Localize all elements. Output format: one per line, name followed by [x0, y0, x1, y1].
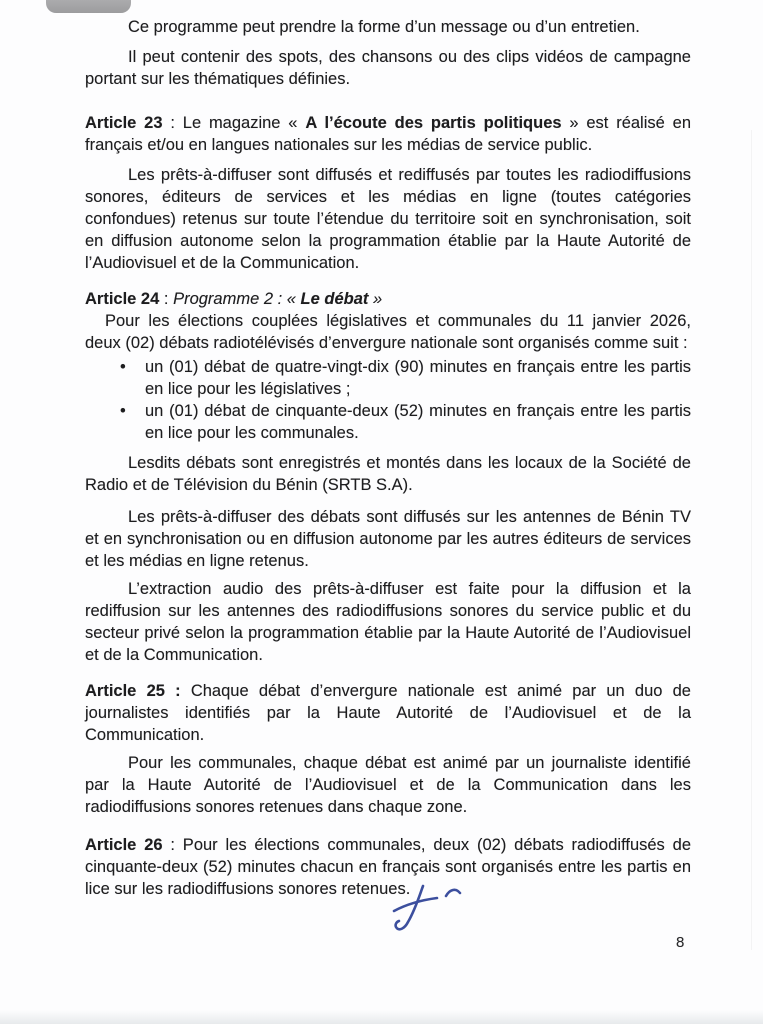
article-25	[85, 680, 691, 746]
text-run: Les prêts-à-diffuser sont diffusés et rediffusés par toutes les radiodiffusions sonores, éditeurs de services et les médias en ligne (toutes catégories confondues) retenus sur toute l’étendue du territoire soit en synchronisation, soit en diffusion autonome selon la programmation établie par la Haute Autorité de l’Audiovisuel et de la Communication.	[85, 166, 691, 272]
text-run: Le débat	[300, 290, 369, 308]
paragraph	[85, 752, 691, 818]
text-run: Pour les communales, chaque débat est animé par un journaliste identifié par la Haute Autorité de l’Audiovisuel et de la Communication dans les radiodiffusions sonores retenues dans chaque zone.	[85, 754, 691, 816]
text-run: : Le magazine «	[162, 114, 306, 132]
text-run: Ce programme peut prendre la forme d’un message ou d’un entretien.	[128, 18, 640, 36]
bullet-text	[145, 400, 691, 444]
paragraph	[85, 46, 691, 90]
text-run: Article 23	[85, 114, 163, 132]
bullet-icon: •	[120, 358, 126, 376]
text-run: Lesdits débats sont enregistrés et montés dans les locaux de la Société de Radio et de Télévision du Bénin (SRTB S.A).	[85, 454, 691, 494]
bullet-icon: •	[120, 402, 126, 420]
scan-bottom-shade	[0, 1010, 763, 1024]
text-run: Programme 2 : «	[173, 290, 301, 308]
text-run: Chaque débat d’envergure nationale est animé par un duo de journalistes identifiés par la Haute Autorité de l’Audiovisuel et de la Communication.	[85, 682, 691, 744]
text-run: Il peut contenir des spots, des chansons ou des clips vidéos de campagne portant sur les thématiques définies.	[85, 48, 691, 88]
text-run: » est réalisé en français et/ou en langues nationales sur les médias de service public.	[85, 114, 691, 154]
article-24	[85, 288, 691, 310]
text-run: un (01) débat de quatre-vingt-dix (90) minutes en français entre les partis en lice pour les législatives ;	[145, 358, 691, 398]
text-run: »	[368, 290, 383, 308]
paragraph	[85, 164, 691, 274]
page-number: 8	[676, 934, 685, 951]
paragraph	[85, 578, 691, 666]
text-run: Article 25 :	[85, 682, 181, 700]
text-run: un (01) débat de cinquante-deux (52) minutes en français entre les partis en lice pour les communales.	[145, 402, 691, 442]
paragraph	[85, 506, 691, 572]
paragraph	[85, 16, 691, 38]
article-26	[85, 834, 691, 900]
pen-annotation-icon	[390, 883, 468, 937]
text-run: : Pour les élections communales, deux (02) débats radiodiffusés de cinquante-deux (52) minutes chacun en français sont organisés entre les partis en lice sur les radiodiffusions sonores retenues.	[85, 836, 691, 898]
paragraph	[85, 400, 691, 444]
text-run: Pour les élections couplées législatives et communales du 11 janvier 2026, deux (02) débats radiotélévisés d’envergure nationale sont organisés comme suit :	[85, 312, 691, 352]
text-run: Article 26	[85, 836, 163, 854]
text-run: A l’écoute des partis politiques	[305, 114, 562, 132]
text-run: L’extraction audio des prêts-à-diffuser est faite pour la diffusion et la rediffusion sur les antennes des radiodiffusions sonores du service public et du secteur privé selon la programmation établie par la Haute Autorité de l’Audiovisuel et de la Communication.	[85, 580, 691, 664]
bullet-text	[145, 356, 691, 400]
text-run: Article 24	[85, 290, 160, 308]
paragraph	[85, 356, 691, 400]
pen-stroke	[446, 890, 460, 896]
text-run: Les prêts-à-diffuser des débats sont diffusés sur les antennes de Bénin TV et en synchronisation ou en diffusion autonome par les autres éditeurs de services et les médias en ligne retenus.	[85, 508, 691, 570]
article-23	[85, 112, 691, 156]
paragraph	[85, 310, 691, 354]
paragraph	[85, 452, 691, 496]
document-body	[85, 16, 691, 900]
scan-clip-artifact	[46, 0, 131, 13]
text-run: :	[159, 290, 174, 308]
scan-edge-artifact	[751, 130, 752, 950]
